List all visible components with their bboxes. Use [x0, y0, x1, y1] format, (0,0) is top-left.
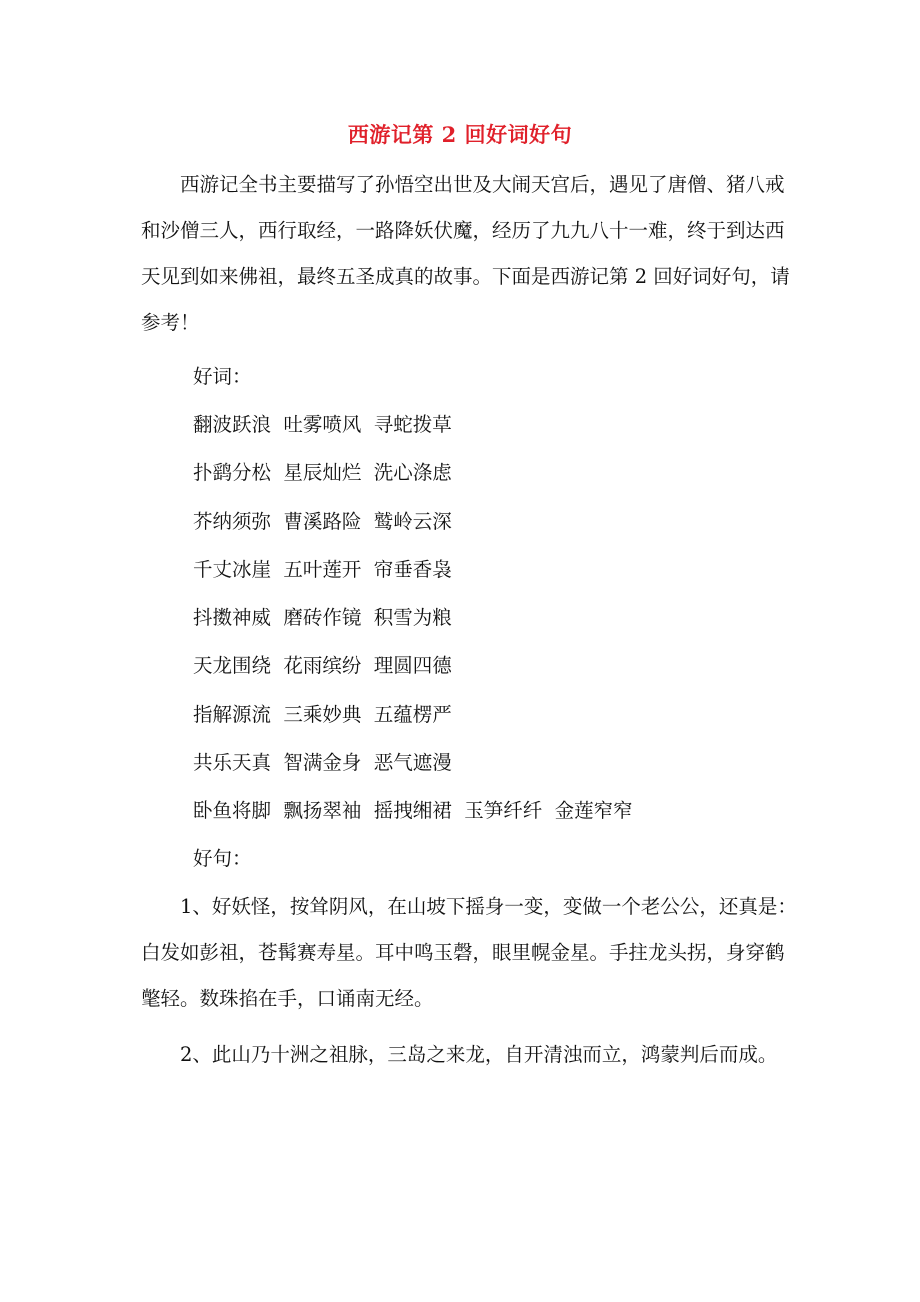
word-line: 抖擞神威 磨砖作镜 积雪为粮: [193, 606, 452, 629]
word-line: 芥纳须弥 曹溪路险 鹫岭云深: [193, 510, 452, 533]
sentence-paragraph: [141, 884, 801, 1022]
word-line: 扑鹞分松 星辰灿烂 洗心涤虑: [193, 461, 452, 484]
sentence-paragraph: [141, 1032, 801, 1078]
page-title: 西游记第 2 回好词好句: [347, 122, 573, 147]
word-line: 千丈冰崖 五叶莲开 帘垂香袅: [193, 558, 452, 581]
word-line: 天龙围绕 花雨缤纷 理圆四德: [193, 654, 452, 677]
intro-text: 西游记全书主要描写了孙悟空出世及大闹天宫后，遇见了唐僧、猪八戒和沙僧三人，西行取经，一路降妖伏魔，经历了九九八十一难，终于到达西天见到如来佛祖，最终五圣成真的故事。下面是西游记第 2 回好词好句，请参考！: [141, 173, 790, 334]
word-line: 卧鱼将脚 飘扬翠袖 摇拽缃裙 玉笋纤纤 金莲窄窄: [193, 799, 633, 822]
sentence-text: 1、好妖怪，按耸阴风，在山坡下摇身一变，变做一个老公公，还真是：白发如彭祖，苍髯赛寿星。耳中鸣玉磬，眼里幌金星。手拄龙头拐，身穿鹤氅轻。数珠掐在手，口诵南无经。: [141, 895, 797, 1010]
word-line: 指解源流 三乘妙典 五蕴楞严: [193, 703, 452, 726]
word-line: 翻波跃浪 吐雾喷风 寻蛇拨草: [193, 413, 452, 436]
word-line: 共乐天真 智满金身 恶气遮漫: [193, 751, 452, 774]
intro-paragraph: [141, 162, 801, 346]
sentence-text: 2、此山乃十洲之祖脉，三岛之来龙，自开清浊而立，鸿蒙判后而成。: [180, 1043, 778, 1066]
words-heading: 好词：: [193, 365, 252, 388]
sentences-heading: 好句：: [193, 847, 252, 870]
